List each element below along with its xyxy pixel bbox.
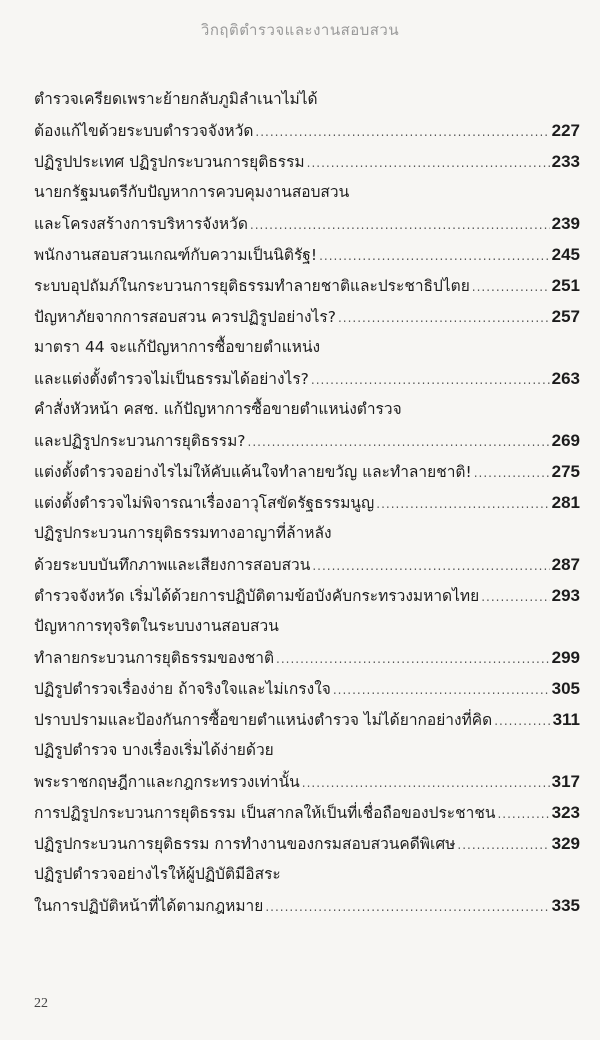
dot-leader [472,272,550,303]
toc-entry-title: คำสั่งหัวหน้า คสช. แก้ปัญหาการซื้อขายตำแหน่งตำรวจ [34,400,402,418]
toc-entry-title: มาตรา 44 จะแก้ปัญหาการซื้อขายตำแหน่ง [34,338,321,356]
toc-entry-title: ปฏิรูปตำรวจอย่างไรให้ผู้ปฏิบัติมีอิสระ [34,865,281,883]
dot-leader [255,117,549,148]
toc-entry-title: และปฏิรูปกระบวนการยุติธรรม? [34,432,246,450]
dot-leader [312,551,549,582]
toc-page-number: 251 [551,276,580,295]
toc-page-number: 257 [551,307,580,326]
toc-entry [34,518,580,580]
dot-leader [248,427,550,458]
toc-page-number: 275 [551,462,580,481]
toc-entry [34,673,580,704]
page-number: 22 [34,996,48,1011]
toc-entry-title: ปัญหาภัยจากการสอบสวน ควรปฏิรูปอย่างไร? [34,308,336,326]
dot-leader [319,241,550,272]
toc-entry-final-line [34,270,580,301]
toc-entry-line [34,735,580,766]
toc-entry-line [34,84,580,115]
toc-entry-title: การปฏิรูปกระบวนการยุติธรรม เป็นสากลให้เป็นที่เชื่อถือของประชาชน [34,804,496,822]
toc-entry-line [34,177,580,208]
toc-entry-final-line [34,704,580,735]
toc-entry-title: ปฏิรูปกระบวนการยุติธรรม การทำงานของกรมสอบสวนคดีพิเศษ [34,835,456,853]
dot-leader [376,489,549,520]
toc-entry-title: ระบบอุปถัมภ์ในกระบวนการยุติธรรมทำลายชาติและประชาธิปไตย [34,277,470,295]
toc-entry-title: ตำรวจจังหวัด เริ่มได้ด้วยการปฏิบัติตามข้อบังคับกระทรวงมหาดไทย [34,587,480,605]
dot-leader [494,706,550,737]
toc-entry [34,301,580,332]
toc-entry-final-line [34,363,580,394]
toc-entry-title: พระราชกฤษฎีกาและกฎกระทรวงเท่านั้น [34,773,300,791]
dot-leader [457,830,549,861]
toc-entry-title: ทำลายกระบวนการยุติธรรมของชาติ [34,649,275,667]
toc-entry [34,797,580,828]
toc-entry-final-line [34,425,580,456]
toc-entry [34,270,580,301]
toc-entry-final-line [34,115,580,146]
toc-entry-final-line [34,580,580,611]
toc-entry-final-line [34,301,580,332]
toc-entry-final-line [34,146,580,177]
toc-entry [34,704,580,735]
toc-entry-title: และโครงสร้างการบริหารจังหวัด [34,215,248,233]
dot-leader [307,148,550,179]
dot-leader [311,365,550,396]
toc-entry [34,394,580,456]
toc-entry [34,828,580,859]
toc-entry-title: ปฏิรูปกระบวนการยุติธรรมทางอาญาที่ล้าหลัง [34,524,332,542]
table-of-contents [34,84,580,921]
toc-entry-final-line [34,487,580,518]
toc-entry-final-line [34,208,580,239]
toc-page-number: 317 [551,772,580,791]
toc-entry-title: ปฏิรูปประเทศ ปฏิรูปกระบวนการยุติธรรม [34,153,305,171]
toc-entry-title: พนักงานสอบสวนเกณฑ์กับความเป็นนิติรัฐ! [34,246,318,264]
dot-leader [338,303,550,334]
toc-entry [34,177,580,239]
toc-page-number: 269 [551,431,580,450]
toc-page-number: 233 [551,152,580,171]
toc-page-number: 299 [551,648,580,667]
toc-entry [34,487,580,518]
toc-entry-line [34,332,580,363]
running-header: วิกฤติตำรวจและงานสอบสวน [200,21,400,39]
toc-entry [34,735,580,797]
toc-page-number: 305 [551,679,580,698]
toc-entry [34,580,580,611]
toc-entry [34,332,580,394]
toc-entry-title: ด้วยระบบบันทึกภาพและเสียงการสอบสวน [34,556,311,574]
toc-entry-title: ต้องแก้ไขด้วยระบบตำรวจจังหวัด [34,122,254,140]
toc-page-number: 323 [551,803,580,822]
toc-entry-title: และแต่งตั้งตำรวจไม่เป็นธรรมได้อย่างไร? [34,370,309,388]
toc-entry-title: ตำรวจเครียดเพราะย้ายกลับภูมิลำเนาไม่ได้ [34,90,318,108]
toc-entry-title: ปราบปรามและป้องกันการซื้อขายตำแหน่งตำรวจ ไม่ได้ยากอย่างที่คิด [34,711,493,729]
toc-entry-title: ในการปฏิบัติหน้าที่ได้ตามกฎหมาย [34,897,264,915]
toc-entry-title: ปฏิรูปตำรวจ บางเรื่องเริ่มได้ง่ายด้วย [34,741,274,759]
toc-entry [34,859,580,921]
toc-page-number: 335 [551,896,580,915]
dot-leader [333,675,550,706]
dot-leader [497,799,549,830]
dot-leader [302,768,550,799]
toc-entry-line [34,518,580,549]
toc-entry [34,239,580,270]
dot-leader [265,892,549,923]
toc-page-number: 329 [551,834,580,853]
toc-entry-line [34,859,580,890]
toc-entry [34,611,580,673]
toc-entry-final-line [34,642,580,673]
toc-entry [34,456,580,487]
toc-page-number: 239 [551,214,580,233]
toc-page-number: 263 [551,369,580,388]
toc-entry-final-line [34,239,580,270]
dot-leader [250,210,550,241]
toc-page-number: 287 [551,555,580,574]
toc-page-number: 227 [551,121,580,140]
dot-leader [481,582,549,613]
toc-entry-final-line [34,456,580,487]
toc-entry-title: ปฏิรูปตำรวจเรื่องง่าย ถ้าจริงใจและไม่เกรงใจ [34,680,331,698]
toc-entry [34,84,580,146]
toc-page-number: 293 [551,586,580,605]
dot-leader [276,644,550,675]
toc-entry-final-line [34,828,580,859]
toc-page-number: 311 [552,710,580,729]
toc-entry-title: นายกรัฐมนตรีกับปัญหาการควบคุมงานสอบสวน [34,183,350,201]
toc-page-number: 245 [551,245,580,264]
toc-entry-line [34,394,580,425]
toc-entry [34,146,580,177]
toc-entry-title: แต่งตั้งตำรวจอย่างไรไม่ให้คับแค้นใจทำลายขวัญ และทำลายชาติ! [34,463,472,481]
toc-entry-final-line [34,549,580,580]
toc-entry-title: ปัญหาการทุจริตในระบบงานสอบสวน [34,617,279,635]
toc-entry-final-line [34,890,580,921]
toc-entry-final-line [34,673,580,704]
toc-entry-final-line [34,766,580,797]
toc-entry-title: แต่งตั้งตำรวจไม่พิจารณาเรื่องอาวุโสขัดรัฐธรรมนูญ [34,494,375,512]
toc-page-number: 281 [551,493,580,512]
dot-leader [474,458,550,489]
toc-entry-line [34,611,580,642]
toc-entry-final-line [34,797,580,828]
